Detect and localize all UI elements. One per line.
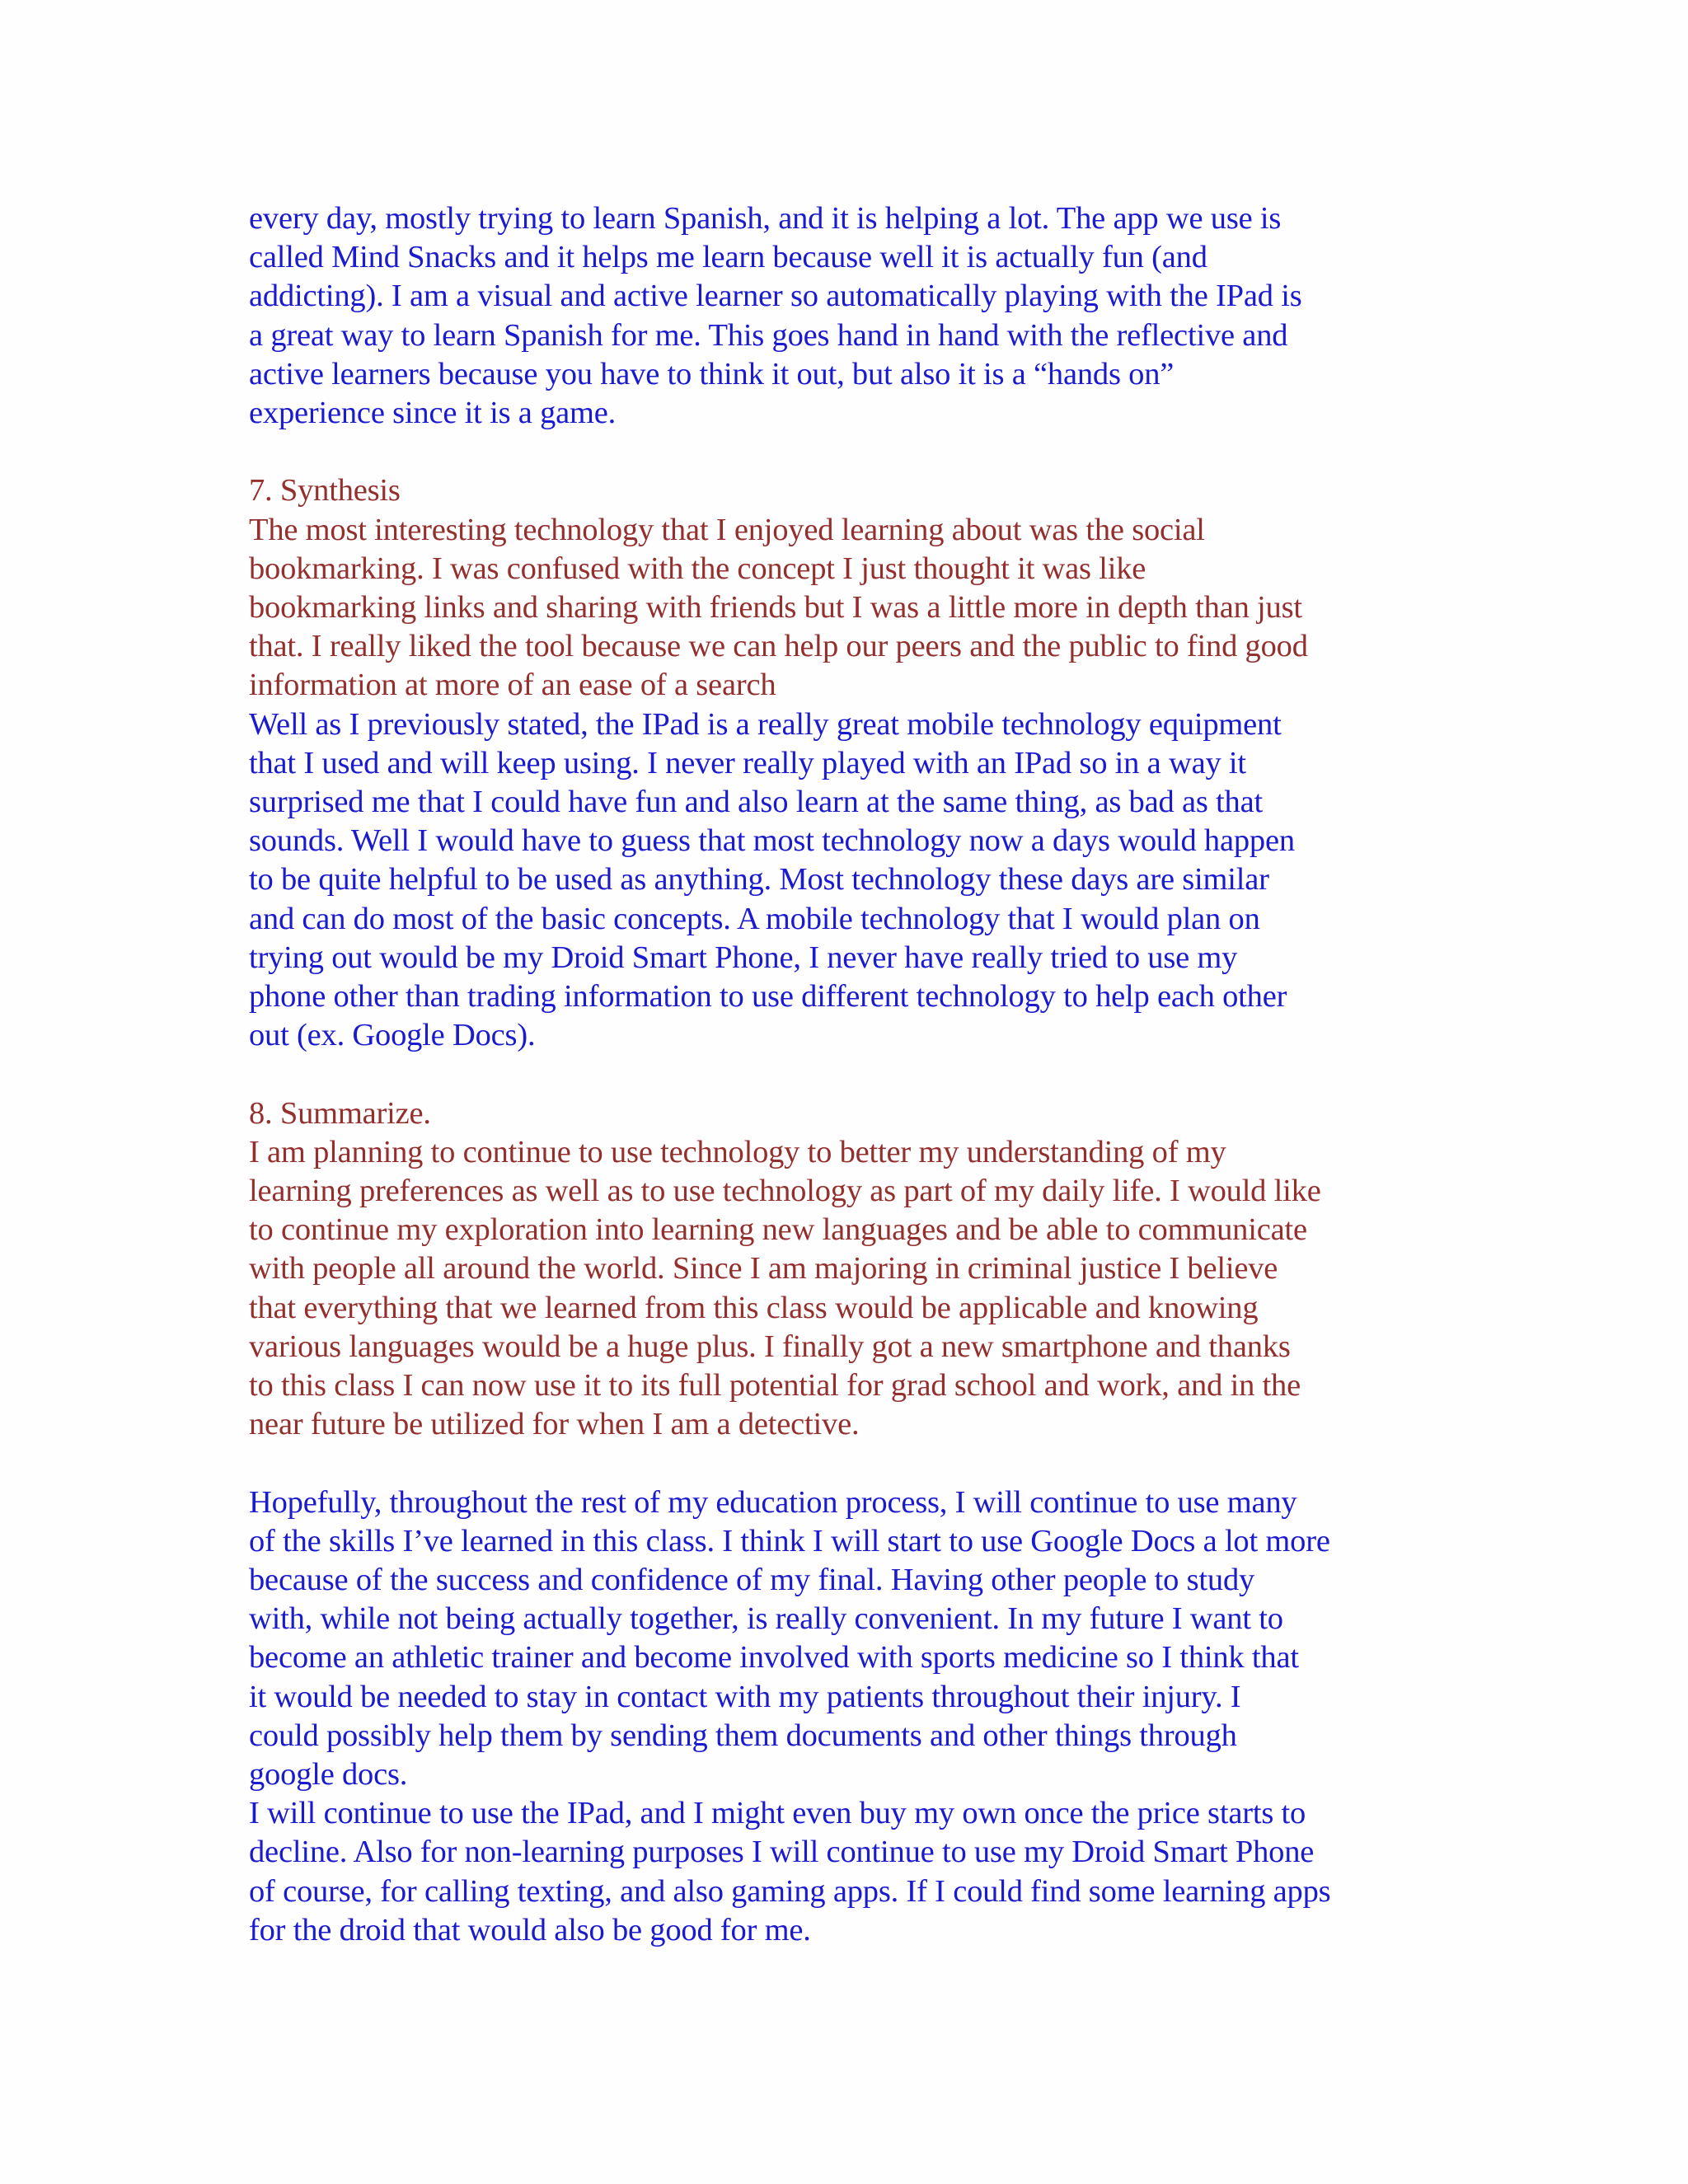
section-8-paragraph-blue-1: Hopefully, throughout the rest of my education process, I will continue to use many of the skills I’ve learned in this class. I think I will start to use Google Docs a lot more because of the success and confidence of my final. Having other people to study with, while not being actually together, is really convenient. In my future I want to become an athletic trainer and become involved with sports medicine so I think that it would be needed to stay in contact with my patients throughout their injury. I could possibly help them by sending them documents and other things through google docs. — [249, 1484, 1330, 1793]
section-8-heading: 8. Summarize. — [249, 1095, 431, 1131]
intro-paragraph: every day, mostly trying to learn Spanish, and it is helping a lot. The app we use is called Mind Snacks and it helps me learn because well it is actually fun (and addicting). I am a visual and active learner so automatically playing with the IPad is a great way to learn Spanish for me. This goes hand in hand with the reflective and active learners because you have to think it out, but also it is a “hands on” experience since it is a game. — [249, 201, 1302, 431]
document-body — [249, 199, 1452, 1950]
section-7-paragraph-blue: Well as I previously stated, the IPad is a really great mobile technology equipment that I used and will keep using. I never really played with an IPad so in a way it surprised me that I could have fun and also learn at the same thing, as bad as that sounds. Well I would have to guess that most technology now a days would happen to be quite helpful to be used as anything. Most technology these days are similar and can do most of the basic concepts. A mobile technology that I would plan on trying out would be my Droid Smart Phone, I never have really tried to use my phone other than trading information to use different technology to help each other out (ex. Google Docs). — [249, 706, 1295, 1053]
section-8-paragraph-red: I am planning to continue to use technology to better my understanding of my learning preferences as well as to use technology as part of my daily life. I would like to continue my exploration into learning new languages and be able to communicate with people all around the world. Since I am majoring in criminal justice I believe that everything that we learned from this class would be applicable and knowing various languages would be a huge plus. I finally got a new smartphone and thanks to this class I can now use it to its full potential for grad school and work, and in the near future be utilized for when I am a detective. — [249, 1134, 1321, 1442]
paragraph-spacer — [249, 433, 1452, 471]
section-7-heading: 7. Synthesis — [249, 473, 401, 509]
section-8-paragraph-blue-2: I will continue to use the IPad, and I might even buy my own once the price starts to decline. Also for non-learning purposes I will continue to use my Droid Smart Phone of course, for calling texting, and also gaming apps. If I could find some learning apps for the droid that would also be good for me. — [249, 1796, 1331, 1947]
section-7-paragraph-red: The most interesting technology that I enjoyed learning about was the social bookmarking. I was confused with the concept I just thought it was like bookmarking links and sharing with friends but I was a little more in depth than just that. I really liked the tool because we can help our peers and the public to find good information at more of an ease of a search — [249, 512, 1308, 703]
paragraph-spacer — [249, 1444, 1452, 1483]
paragraph-spacer — [249, 1055, 1452, 1094]
